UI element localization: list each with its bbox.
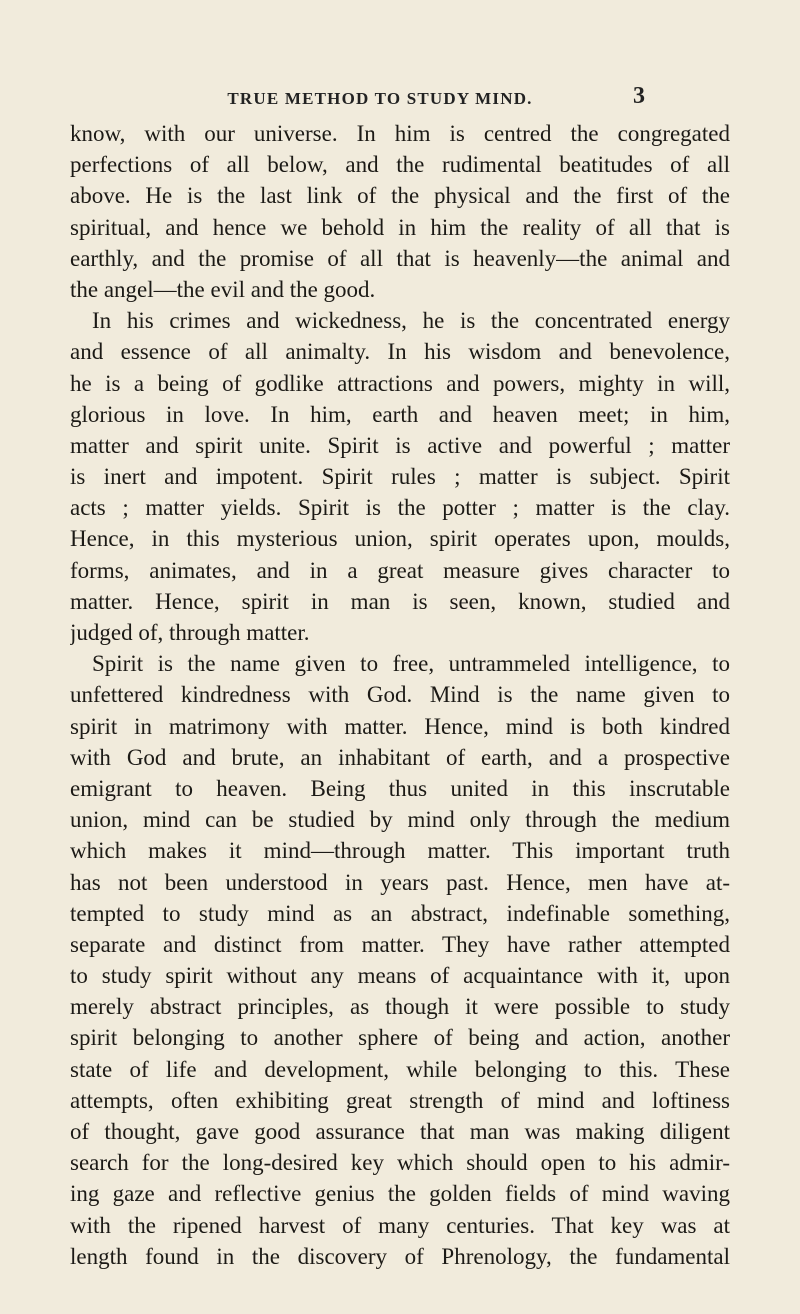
text-line: with the ripened harvest of many centuries. That key was at (70, 1212, 730, 1238)
text-line: judged of, through matter. (70, 620, 310, 645)
text-line: spirit belonging to another sphere of being and action, another (70, 1025, 730, 1051)
text-line: separate and distinct from matter. They have rather attempted (70, 931, 730, 957)
text-line: matter. Hence, spirit in man is seen, known, studied and (70, 588, 730, 614)
text-line: has not been understood in years past. Hence, men have at- (70, 869, 730, 895)
text-line: is inert and impotent. Spirit rules ; matter is subject. Spirit (70, 464, 730, 490)
text-line: know, with our universe. In him is centred the congregated (70, 121, 730, 146)
text-line: perfections of all below, and the rudimental beatitudes of all (70, 152, 730, 178)
text-line: earthly, and the promise of all that is heavenly—the animal and (70, 245, 730, 271)
text-line: the angel—the evil and the good. (70, 276, 376, 302)
text-line: In his crimes and wickedness, he is the concentrated energy (92, 308, 730, 334)
text-line: to study spirit without any means of acquaintance with it, upon (70, 963, 730, 989)
text-line: tempted to study mind as an abstract, indefinable something, (70, 900, 730, 926)
page-number: 3 (633, 83, 645, 109)
text-line: Hence, in this mysterious union, spirit operates upon, moulds, (70, 526, 730, 552)
text-line: which makes it mind—through matter. This important truth (70, 838, 730, 864)
text-line: spiritual, and hence we behold in him the reality of all that is (70, 214, 730, 240)
text-line: glorious in love. In him, earth and heaven meet; in him, (70, 401, 730, 427)
text-line: above. He is the last link of the physical and the first of the (70, 183, 730, 209)
text-line: he is a being of godlike attractions and powers, mighty in will, (70, 370, 730, 396)
text-line: spirit in matrimony with matter. Hence, mind is both kindred (70, 713, 730, 739)
text-line: Spirit is the name given to free, untrammeled intelligence, to (92, 651, 730, 677)
text-line: emigrant to heaven. Being thus united in this inscrutable (70, 775, 730, 801)
text-line: and essence of all animalty. In his wisdom and benevolence, (70, 339, 730, 365)
text-line: union, mind can be studied by mind only through the medium (70, 807, 730, 833)
text-line: state of life and development, while belonging to this. These (70, 1056, 730, 1082)
text-line: length found in the discovery of Phrenology, the fundamental (70, 1243, 730, 1269)
text-line: attempts, often exhibiting great strength of mind and loftiness (70, 1087, 730, 1113)
text-line: with God and brute, an inhabitant of earth, and a prospective (70, 744, 730, 770)
text-line: unfettered kindredness with God. Mind is the name given to (70, 682, 730, 708)
text-line: search for the long-desired key which should open to his admir- (70, 1150, 730, 1176)
running-head: TRUE METHOD TO STUDY MIND. (227, 89, 533, 108)
text-line: acts ; matter yields. Spirit is the potter ; matter is the clay. (70, 495, 730, 521)
text-line: of thought, gave good assurance that man was making diligent (70, 1119, 730, 1144)
text-line: merely abstract principles, as though it were possible to study (70, 994, 730, 1020)
text-line: ing gaze and reflective genius the golden fields of mind waving (70, 1181, 730, 1207)
body-text (70, 118, 730, 1272)
text-line: forms, animates, and in a great measure gives character to (70, 557, 730, 583)
text-line: matter and spirit unite. Spirit is active and powerful ; matter (70, 432, 730, 458)
